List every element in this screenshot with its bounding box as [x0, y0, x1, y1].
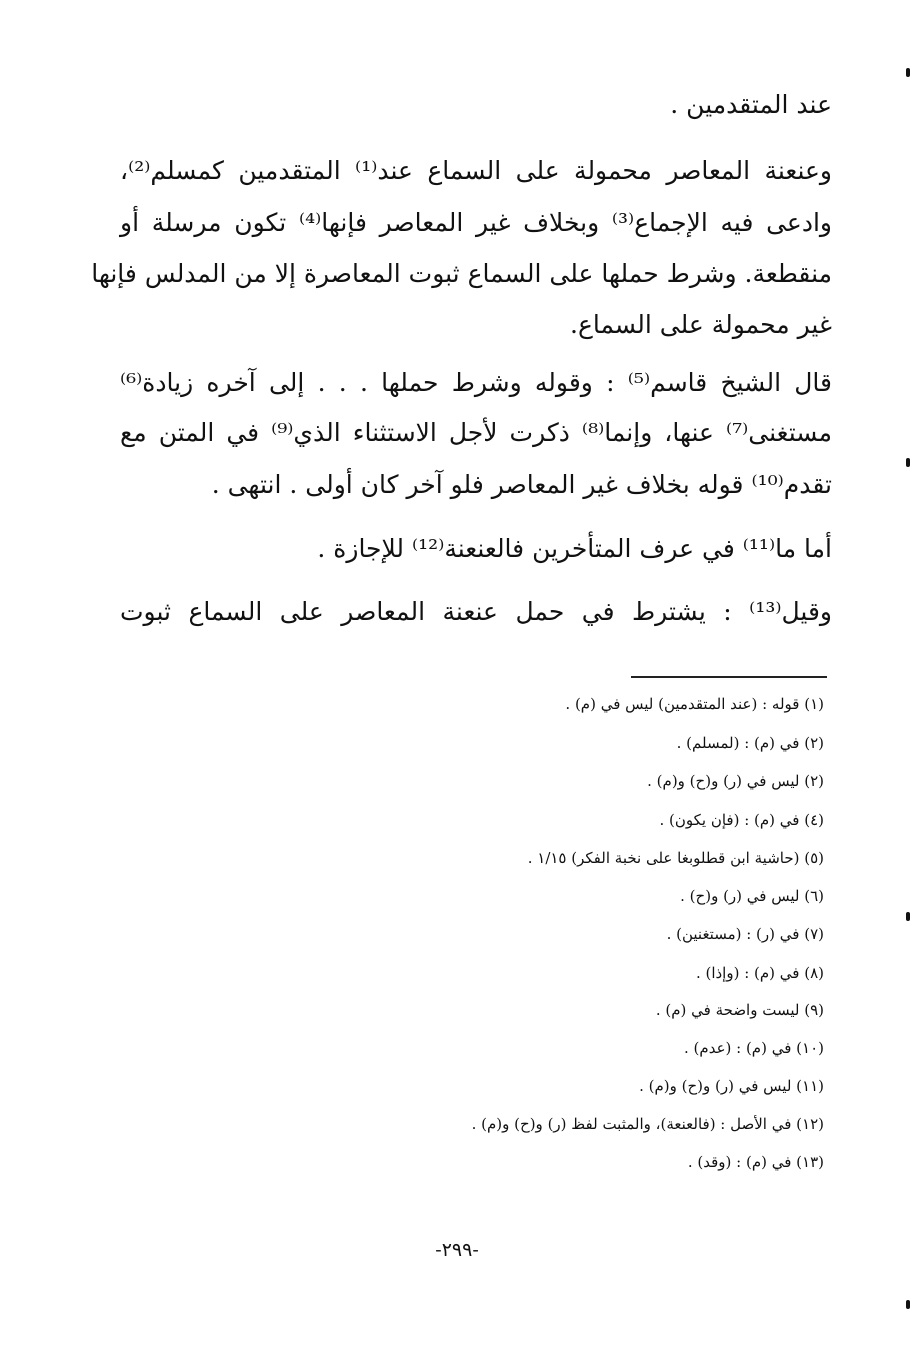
main-text-line: قال الشيخ قاسم⁽⁵⁾ : وقوله وشرط حملها . . . إلى آخره زيادة⁽⁶⁾ [120, 368, 832, 397]
footnote-line: (١) قوله : (عند المتقدمين) ليس في (م) . [565, 695, 824, 713]
footnote-line: (٧) في (ر) : (مستغنين) . [666, 925, 824, 943]
main-text-line: عند المتقدمين . [670, 90, 832, 119]
scan-mark [906, 1300, 910, 1309]
footnote-line: (١١) ليس في (ر) و(ح) و(م) . [639, 1077, 824, 1095]
scan-mark [906, 458, 910, 467]
page-number: -٢٩٩- [435, 1239, 479, 1261]
footnote-line: (١٠) في (م) : (عدم) . [684, 1039, 824, 1057]
main-text-line: وقيل⁽¹³⁾ : يشترط في حمل عنعنة المعاصر على السماع ثبوت [120, 597, 832, 626]
footnote-line: (٤) في (م) : (فإن يكون) . [659, 811, 824, 829]
main-text-line: تقدم⁽¹⁰⁾ قوله بخلاف غير المعاصر فلو آخر كان أولى . انتهى . [211, 470, 832, 499]
footnote-line: (٨) في (م) : (وإذا) . [695, 964, 824, 982]
footnote-line: (٩) ليست واضحة في (م) . [655, 1001, 824, 1019]
main-text-line: منقطعة. وشرط حملها على السماع ثبوت المعاصرة إلا من المدلس فإنها [91, 259, 832, 288]
scan-mark [906, 912, 910, 921]
main-text-line: غير محمولة على السماع. [570, 310, 832, 339]
footnote-line: (١٢) في الأصل : (فالعنعة)، والمثبت لفظ (ر) و(ح) و(م) . [471, 1115, 824, 1133]
footnote-line: (٢) ليس في (ر) و(ح) و(م) . [647, 772, 824, 790]
main-text-line: مستغنى⁽⁷⁾ عنها، وإنما⁽⁸⁾ ذكرت لأجل الاستثناء الذي⁽⁹⁾ في المتن مع [120, 418, 832, 447]
footnote-separator [631, 676, 827, 678]
scan-mark [906, 68, 910, 77]
footnote-line: (٢) في (م) : (لمسلم) . [676, 734, 824, 752]
footnote-line: (٥) (حاشية ابن قطلوبغا على نخبة الفكر) ١/١٥ . [527, 849, 824, 867]
footnote-line: (١٣) في (م) : (وقد) . [687, 1153, 824, 1171]
footnote-line: (٦) ليس في (ر) و(ح) . [680, 887, 824, 905]
main-text-line: وادعى فيه الإجماع⁽³⁾ وبخلاف غير المعاصر فإنها⁽⁴⁾ تكون مرسلة أو [120, 208, 832, 237]
main-text-line: أما ما⁽¹¹⁾ في عرف المتأخرين فالعنعنة⁽¹²⁾ للإجازة . [317, 534, 832, 563]
main-text-line: وعنعنة المعاصر محمولة على السماع عند⁽¹⁾ المتقدمين كمسلم⁽²⁾، [120, 156, 833, 185]
